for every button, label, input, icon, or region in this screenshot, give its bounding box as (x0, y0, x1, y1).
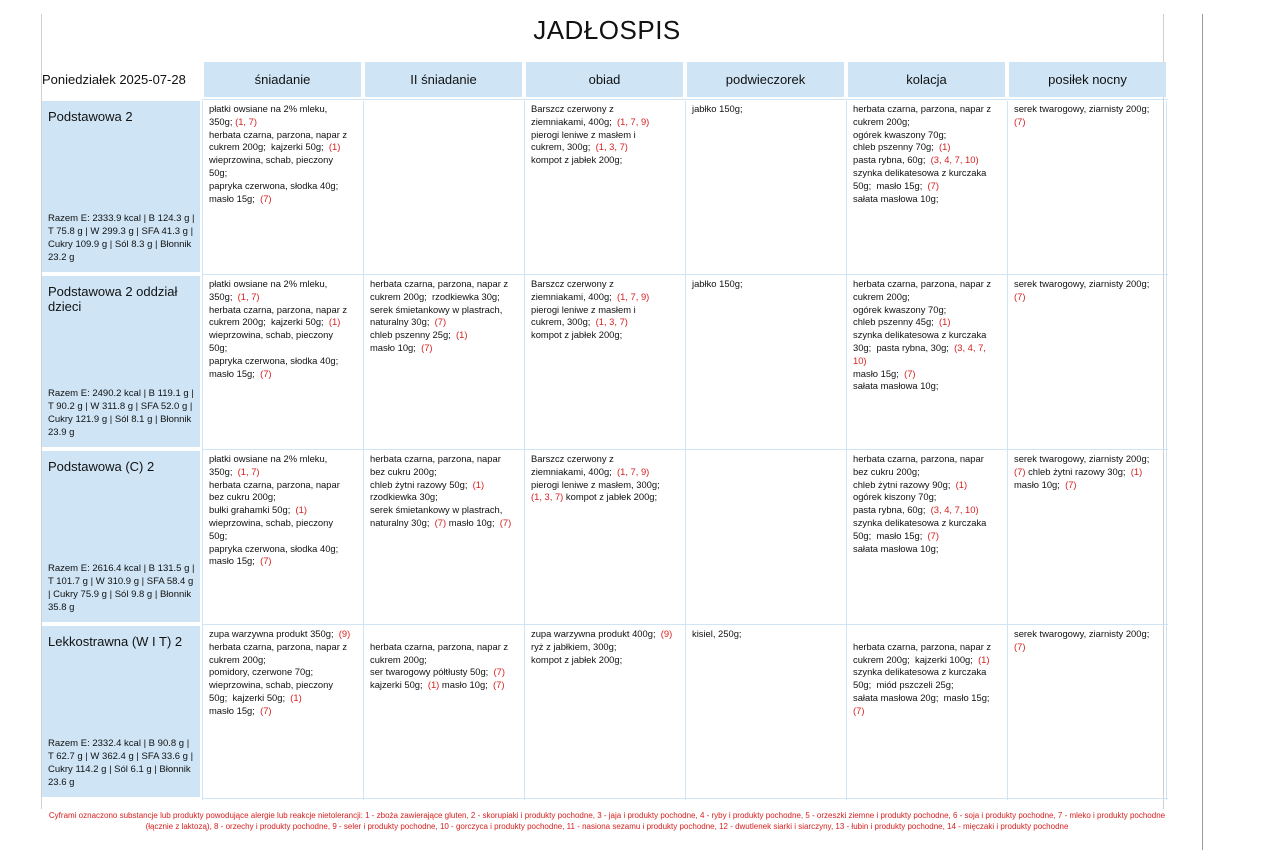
menu-cell (365, 626, 522, 797)
menu-cell (687, 101, 844, 272)
menu-cell (365, 101, 522, 272)
nutrition-summary: Razem E: 2333.9 kcal | B 124.3 g | T 75.8 g | W 299.3 g | SFA 41.3 g | Cukry 109.9 g | Sól 8.3 g | Błonnik 23.2 g (48, 213, 195, 263)
menu-cell (1009, 101, 1166, 272)
allergen-codes: (1, 3, 7) (531, 491, 564, 503)
menu-cell (1009, 626, 1166, 797)
menu-cell (204, 451, 361, 622)
menu-item-text: płatki owsiane na 2% mleku, 350g; (209, 278, 328, 302)
menu-item-text: ogórek kiszony 70g; pasta rybna, 60g; (853, 491, 937, 516)
menu-item-text: wieprzowina, schab, pieczony 50g; papryka czerwona, słodka 40g; masło 15g; (209, 154, 339, 204)
page-margin-line (1202, 14, 1203, 850)
menu-item-text: szynka delikatesowa z kurczaka 30g; pasta rybna, 30g; (853, 329, 987, 353)
allergen-codes: (7) (493, 666, 505, 678)
allergen-codes: (3, 4, 7, 10) (930, 154, 979, 166)
menu-cell (526, 451, 683, 622)
menu-item-text: szynka delikatesowa z kurczaka 50g; miód pszczeli 25g; sałata masłowa 20g; masło 15g; (853, 666, 990, 703)
menu-cell (687, 451, 844, 622)
allergen-codes: (7) (927, 529, 939, 541)
grid-row-line (202, 99, 1168, 100)
menu-cell (204, 276, 361, 447)
diet-name: Lekkostrawna (W I T) 2 (48, 634, 183, 649)
allergen-codes: (3, 4, 7, 10) (930, 504, 979, 516)
menu-item-text: zupa warzywna produkt 350g; (209, 628, 339, 639)
menu-item-text: herbata czarna, parzona, napar z cukrem 200g; ser twarogowy półtłusty 50g; (370, 640, 509, 678)
grid-column-line (363, 101, 364, 800)
allergen-codes: (1) (1130, 465, 1143, 477)
page-title: JADŁOSPIS (533, 15, 681, 45)
allergen-codes: (7) (260, 367, 272, 379)
diet-label (42, 451, 200, 622)
diet-name: Podstawowa 2 oddział dzieci (48, 284, 178, 314)
menu-item-text: masło 10g; (370, 341, 416, 353)
meal-header: obiad (526, 62, 683, 97)
menu-cell (1009, 451, 1166, 622)
menu-item-text: serek twarogowy, ziarnisty 200g; (1014, 453, 1150, 464)
diet-name: Podstawowa 2 (48, 109, 133, 124)
menu-item-text: pierogi leniwe z masłem i cukrem, 300g; (531, 303, 636, 328)
allergen-codes: (7) (1014, 115, 1026, 127)
diet-name: Podstawowa (C) 2 (48, 459, 155, 474)
allergen-codes: (1, 7) (237, 465, 260, 477)
menu-item-text: masło 10g; (439, 679, 493, 691)
diet-label (42, 626, 200, 797)
menu-item-text: herbata czarna, parzona, napar z cukrem 200g; pomidory, czerwone 70g; wieprzowina, schab, pieczony 50g; kajzerki 50g; (209, 640, 348, 703)
allergen-codes: (7) (904, 367, 916, 379)
allergen-codes: (9) (660, 628, 673, 639)
menu-item-text: chleb żytni razowy 30g; (1025, 465, 1131, 477)
menu-item-text: płatki owsiane na 2% mleku, 350g; (209, 103, 328, 127)
allergen-codes: (1) (290, 691, 302, 703)
allergen-codes: (7) (421, 341, 433, 353)
menu-item-text: szynka delikatesowa z kurczaka 50g; masło 15g; (853, 166, 987, 191)
menu-item-text: herbata czarna, parzona, napar z cukrem 200g; rzodkiewka 30g; serek śmietankowy w plastrach, naturalny 30g; (370, 278, 509, 328)
menu-item-text: herbata czarna, parzona, napar bez cukru 200g; bułki grahamki 50g; (209, 478, 340, 516)
menu-cell (204, 101, 361, 272)
nutrition-summary: Razem E: 2332.4 kcal | B 90.8 g | T 62.7 g | W 362.4 g | SFA 33.6 g | Cukry 114.2 g | Sól 6.1 g | Błonnik 23.6 g (48, 738, 194, 788)
menu-cell (526, 626, 683, 797)
allergen-codes: (1, 7, 9) (616, 115, 650, 127)
menu-item-text: herbata czarna, parzona, napar bez cukru 200g; chleb żytni razowy 90g; (853, 453, 984, 490)
menu-item-text: kisiel, 250g; (692, 628, 742, 639)
allergen-codes: (1) (328, 141, 341, 153)
menu-item-text: szynka delikatesowa z kurczaka 50g; masło 15g; (853, 516, 987, 541)
allergen-codes: (1) (978, 653, 990, 665)
grid-column-line (202, 101, 203, 800)
allergen-footnote: Cyframi oznaczono substancje lub produkty powodujące alergie lub reakcje nietolerancji: 1 - zboża zawierające gluten, 2 - skorupiaki i produkty pochodne, 3 - jaja i produkty pochodne, 4 - ryby i produkty pochodne, 5 - orzeszki ziemne i produkty pochodne, 6 - soja i produkty pochodne, 7 - mleko i produkty pochodne (łącznie z laktozą), 8 - orzechy i produkty pochodne, 9 - seler i produkty pochodne, 10 - gorczyca i produkty pochodne, 11 - nasiona sezamu i produkty pochodne, 12 - dwutlenek siarki i siarczyny, 13 - łubin i produkty pochodne, 14 - mięczaki i produkty pochodne (48, 811, 1166, 831)
allergen-codes: (1) (427, 679, 440, 691)
allergen-codes: (7) (853, 704, 865, 716)
menu-cell (204, 626, 361, 797)
menu-item-text: herbata czarna, parzona, napar bez cukru 200g; chleb żytni razowy 50g; (370, 453, 501, 490)
menu-item-text: masło 15g; (209, 704, 255, 716)
allergen-codes: (7) (1014, 290, 1026, 302)
allergen-codes: (7) (1014, 465, 1026, 477)
grid-column-line (846, 101, 847, 800)
grid-column-line (524, 101, 525, 800)
nutrition-summary: Razem E: 2490.2 kcal | B 119.1 g | T 90.2 g | W 311.8 g | SFA 52.0 g | Cukry 121.9 g | Sól 8.1 g | Błonnik 23.9 g (48, 388, 194, 438)
allergen-codes: (1) (955, 478, 968, 490)
grid-row-line (202, 449, 1168, 450)
menu-item-text: herbata czarna, parzona, napar z cukrem 200g; ogórek kwaszony 70g; chleb pszenny 70g; (853, 103, 992, 153)
allergen-codes: (7) (260, 704, 272, 716)
date-label: Poniedziałek 2025-07-28 (42, 72, 186, 87)
menu-item-text: pasta rybna, 60g; (853, 154, 926, 166)
allergen-codes: (3, 4, 7, 10) (853, 341, 986, 366)
diet-label (42, 101, 200, 272)
menu-item-text: zupa warzywna produkt 400g; (531, 628, 661, 639)
menu-cell (365, 451, 522, 622)
menu-item-text: kompot z jabłek 200g; (531, 154, 623, 166)
menu-item-text: Barszcz czerwony z ziemniakami, 400g; (531, 453, 614, 477)
menu-item-text: płatki owsiane na 2% mleku, 350g; (209, 453, 328, 477)
menu-cell (687, 626, 844, 797)
menu-item-text: serek twarogowy, ziarnisty 200g; (1014, 628, 1150, 639)
meal-header: II śniadanie (365, 62, 522, 97)
allergen-codes: (7) (434, 316, 447, 328)
allergen-codes: (1, 7) (237, 290, 260, 302)
menu-item-text: kompot z jabłek 200g; (563, 491, 658, 503)
allergen-codes: (1) (456, 329, 468, 341)
menu-cell (526, 276, 683, 447)
menu-item-text: serek twarogowy, ziarnisty 200g; (1014, 278, 1150, 289)
allergen-codes: (9) (338, 628, 351, 639)
menu-item-text: wieprzowina, schab, pieczony 50g; papryka czerwona, słodka 40g; masło 15g; (209, 329, 339, 379)
meal-header: posiłek nocny (1009, 62, 1166, 97)
menu-item-text: serek twarogowy, ziarnisty 200g; (1014, 103, 1150, 114)
menu-item-text: masło 15g; (853, 367, 899, 379)
menu-item-text: herbata czarna, parzona, napar z cukrem 200g; ogórek kwaszony 70g; chleb pszenny 45g; (853, 278, 992, 328)
menu-item-text: herbata czarna, parzona, napar z cukrem 200g; kajzerki 50g; (209, 128, 348, 153)
meal-header: śniadanie (204, 62, 361, 97)
menu-item-text: sałata masłowa 10g; (853, 380, 939, 392)
menu-cell (848, 451, 1005, 622)
allergen-codes: (7) (1065, 478, 1077, 490)
grid-row-line (202, 274, 1168, 275)
allergen-codes: (7) (434, 516, 447, 528)
meal-header: podwieczorek (687, 62, 844, 97)
menu-item-text: herbata czarna, parzona, napar z cukrem 200g; kajzerki 100g; (853, 640, 992, 665)
menu-item-text: Barszcz czerwony z ziemniakami, 400g; (531, 103, 614, 127)
menu-item-text: pierogi leniwe z masłem, 300g; (531, 478, 660, 490)
menu-item-text: masło 10g; (1014, 478, 1060, 490)
menu-item-text: kompot z jabłek 200g; (531, 329, 623, 341)
grid-column-line (1166, 101, 1167, 800)
diet-label (42, 276, 200, 447)
allergen-codes: (1, 7) (235, 115, 257, 127)
allergen-codes: (1) (295, 504, 307, 516)
menu-item-text: kajzerki 50g; (370, 679, 423, 691)
menu-item-text: jabłko 150g; (692, 103, 743, 114)
menu-cell (365, 276, 522, 447)
menu-item-text: masło 10g; (446, 516, 500, 528)
menu-cell (1009, 276, 1166, 447)
menu-cell (687, 276, 844, 447)
allergen-codes: (1, 7, 9) (616, 290, 650, 302)
menu-cell (526, 101, 683, 272)
menu-item-text: wieprzowina, schab, pieczony 50g; papryka czerwona, słodka 40g; masło 15g; (209, 516, 339, 567)
menu-cell (848, 101, 1005, 272)
allergen-codes: (7) (493, 679, 505, 691)
menu-cell (848, 626, 1005, 797)
nutrition-summary: Razem E: 2616.4 kcal | B 131.5 g | T 101.7 g | W 310.9 g | SFA 58.4 g | Cukry 75.9 g | Sól 9.8 g | Błonnik 35.8 g (48, 563, 195, 613)
allergen-codes: (1, 3, 7) (595, 316, 628, 328)
allergen-codes: (1, 3, 7) (595, 141, 628, 153)
grid-column-line (685, 101, 686, 800)
menu-item-text: herbata czarna, parzona, napar z cukrem 200g; kajzerki 50g; (209, 303, 348, 328)
menu-item-text: jabłko 150g; (692, 278, 743, 289)
menu-item-text: pierogi leniwe z masłem i cukrem, 300g; (531, 128, 636, 153)
allergen-codes: (1) (472, 478, 485, 490)
menu-item-text: ryż z jabłkiem, 300g; kompot z jabłek 200g; (531, 640, 623, 665)
allergen-codes: (1) (939, 141, 951, 153)
allergen-codes: (7) (1014, 640, 1026, 652)
grid-row-line (202, 798, 1168, 799)
menu-item-text: sałata masłowa 10g; (853, 542, 939, 554)
grid-row-line (202, 624, 1168, 625)
menu-item-text: chleb pszenny 25g; (370, 329, 451, 341)
meal-header: kolacja (848, 62, 1005, 97)
allergen-codes: (7) (499, 516, 512, 528)
allergen-codes: (1, 7, 9) (616, 465, 650, 477)
allergen-codes: (7) (260, 555, 272, 567)
allergen-codes: (7) (927, 179, 939, 191)
menu-item-text: Barszcz czerwony z ziemniakami, 400g; (531, 278, 614, 302)
menu-item-text: sałata masłowa 10g; (853, 192, 939, 204)
grid-column-line (1007, 101, 1008, 800)
menu-cell (848, 276, 1005, 447)
allergen-codes: (1) (939, 316, 951, 328)
allergen-codes: (7) (260, 192, 272, 204)
allergen-codes: (1) (328, 316, 341, 328)
menu-item-text: rzodkiewka 30g; serek śmietankowy w plastrach, naturalny 30g; (370, 491, 503, 528)
